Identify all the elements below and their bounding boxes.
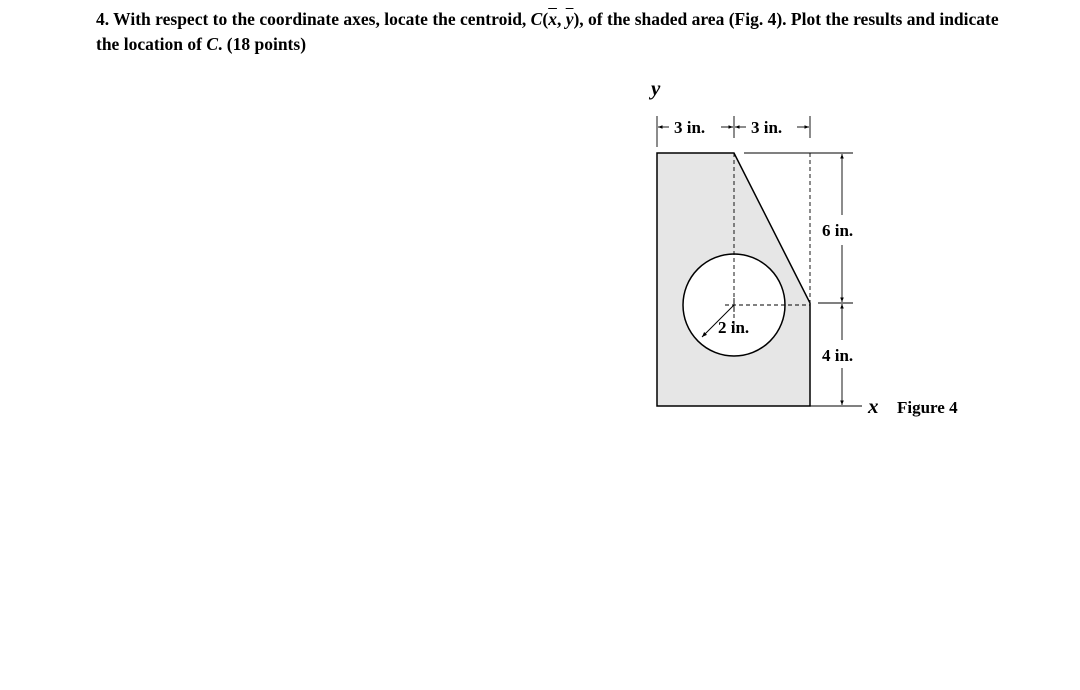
centroid-symbol: C (530, 9, 543, 29)
paren-close: ) (573, 9, 580, 29)
paren-open: ( (542, 9, 549, 29)
y-bar-symbol: $\overline{y}$ (565, 9, 574, 29)
problem-mid: , of the shaded area (Fig. 4). Plot the results and indicate the location of (96, 9, 999, 54)
centroid-symbol-end: C (206, 34, 219, 54)
figure-caption: Figure 4 (897, 398, 958, 417)
dim-left-width: 3 in. (674, 118, 706, 137)
comma: , (556, 9, 566, 29)
radius-label: 2 in. (718, 318, 750, 337)
dim-right-width: 3 in. (751, 118, 783, 137)
shaded-area (657, 153, 810, 406)
x-bar-symbol: $\overline{x}$ (548, 9, 557, 29)
problem-tail: . (18 points) (218, 34, 307, 54)
dim-upper-height: 6 in. (822, 221, 854, 240)
problem-intro: 4. With respect to the coordinate axes, locate the centroid, (96, 9, 531, 29)
y-axis-label: y (651, 76, 661, 100)
dim-lower-height: 4 in. (822, 346, 854, 365)
x-axis-label: x (868, 394, 879, 418)
